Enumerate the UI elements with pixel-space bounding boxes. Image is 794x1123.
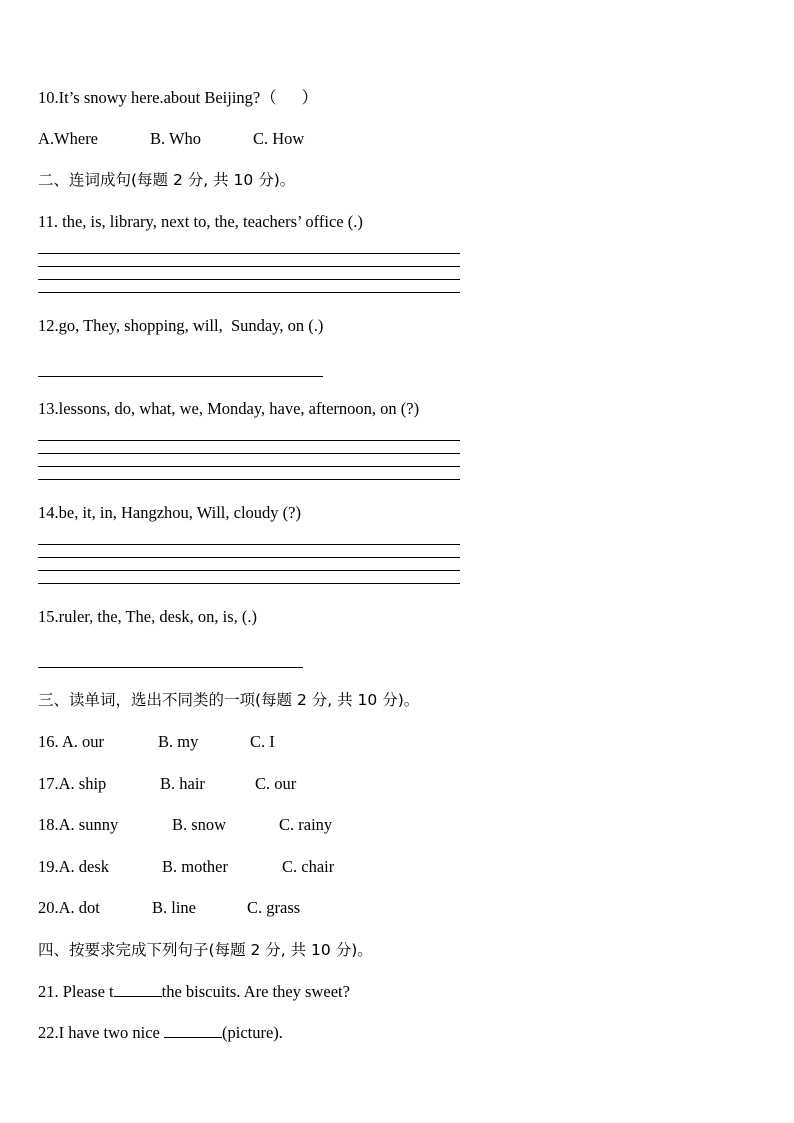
- option-c: C. chair: [282, 857, 335, 876]
- question-16: [38, 732, 438, 752]
- fill-blank[interactable]: [114, 982, 162, 997]
- question-13: 13.lessons, do, what, we, Monday, have, afternoon, on (?): [38, 399, 420, 418]
- option-a: 19.A. desk: [38, 857, 110, 876]
- option-c: C. rainy: [279, 815, 333, 834]
- question-22: [38, 1023, 283, 1043]
- section-2-heading: 二、连词成句(每题 2 分, 共 10 分)。: [38, 171, 296, 189]
- option-b: B. line: [152, 898, 196, 917]
- question-10-stem: 10.It’s snowy here.about Beijing?（ ）: [38, 88, 319, 107]
- option-a: 18.A. sunny: [38, 815, 119, 834]
- option-a: 17.A. ship: [38, 774, 107, 793]
- question-21: [38, 982, 350, 1002]
- option-c: C. our: [255, 774, 297, 793]
- question-21-suffix: the biscuits. Are they sweet?: [161, 982, 350, 1001]
- answer-line: [38, 583, 460, 584]
- answer-line: [38, 557, 460, 558]
- question-10-options: [38, 129, 438, 149]
- answer-line: [38, 570, 460, 571]
- option-a: 16. A. our: [38, 732, 104, 751]
- answer-line: [38, 544, 460, 545]
- option-c: C. How: [253, 129, 305, 148]
- answer-line: [38, 440, 460, 441]
- option-b: B. snow: [172, 815, 227, 834]
- answer-line: [38, 279, 460, 280]
- question-21-prefix: 21. Please t: [38, 982, 114, 1001]
- option-b: B. my: [158, 732, 199, 751]
- question-20: [38, 898, 438, 918]
- fill-blank[interactable]: [164, 1023, 222, 1038]
- answer-line: [38, 667, 303, 668]
- question-14: 14.be, it, in, Hangzhou, Will, cloudy (?): [38, 503, 301, 522]
- section-4-heading: 四、按要求完成下列句子(每题 2 分, 共 10 分)。: [38, 941, 373, 959]
- option-c: C. grass: [247, 898, 301, 917]
- answer-line: [38, 466, 460, 467]
- answer-line: [38, 292, 460, 293]
- question-11: 11. the, is, library, next to, the, teachers’ office (.): [38, 212, 363, 231]
- question-22-prefix: 22.I have two nice: [38, 1023, 164, 1042]
- answer-line: [38, 253, 460, 254]
- option-b: B. hair: [160, 774, 205, 793]
- question-15: 15.ruler, the, The, desk, on, is, (.): [38, 607, 257, 626]
- answer-line: [38, 453, 460, 454]
- answer-line: [38, 266, 460, 267]
- option-b: B. mother: [162, 857, 228, 876]
- question-22-suffix: (picture).: [222, 1023, 283, 1042]
- question-12: 12.go, They, shopping, will, Sunday, on (.): [38, 316, 324, 335]
- answer-line: [38, 376, 323, 377]
- question-19: [38, 857, 438, 877]
- option-b: B. Who: [150, 129, 202, 148]
- option-a: A.Where: [38, 129, 99, 148]
- question-18: [38, 815, 438, 835]
- option-a: 20.A. dot: [38, 898, 100, 917]
- question-17: [38, 774, 438, 794]
- option-c: C. I: [250, 732, 275, 751]
- answer-line: [38, 479, 460, 480]
- section-3-heading: 三、读单词，选出不同类的一项(每题 2 分, 共 10 分)。: [38, 691, 420, 709]
